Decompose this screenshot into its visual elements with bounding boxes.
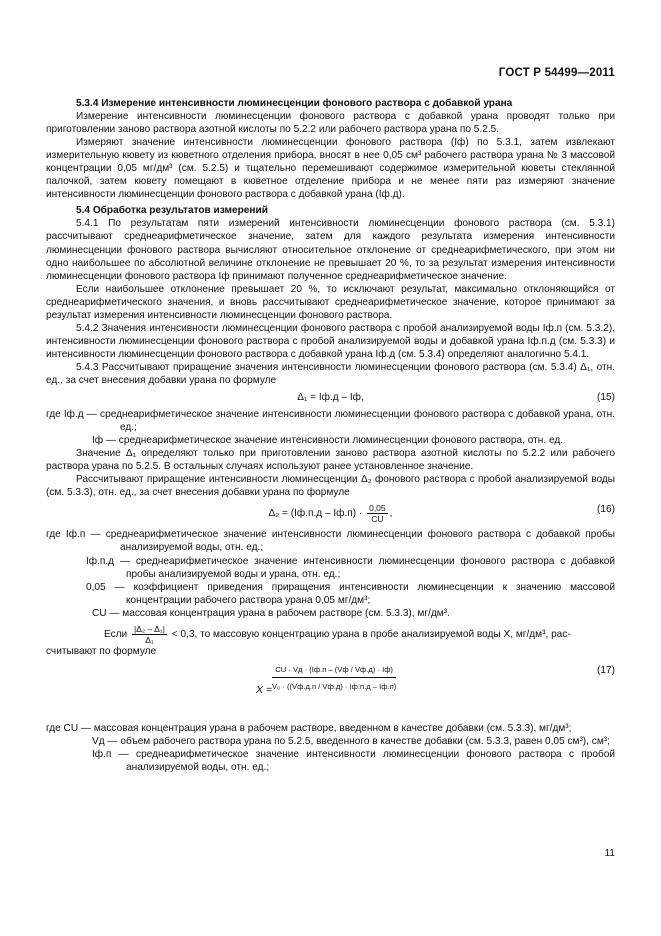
formula-17 <box>46 664 615 716</box>
fraction-denominator: CU <box>371 514 384 525</box>
fraction-denominator: V₀ · ((Vф.д.п / Vф.д) · Iф.п.д – Iф.п) <box>272 681 397 691</box>
formula-17-lhs: X = <box>256 683 273 696</box>
paragraph-5-4-2: 5.4.2 Значения интенсивности люминесценции фонового раствора с пробой анализируемой воды Iф.п (см. 5.3.2), интенсивности люминесценции фонового раствора с пробой анализируемой воды и добавкой урана Iф.п.д (см. 5.3.3) и интенсивности люминесценции фонового раствора с добавкой урана Iф.д (см. 5.3.4) определяют аналогично 5.4.1. <box>46 322 615 360</box>
definition-item: Iф.п.д — среднеарифметическое значение интенсивности люминесценции фонового раствора с добавкой пробы анализируемой воды и урана, отн. ед.; <box>86 555 615 580</box>
formula-17-fraction <box>272 664 396 692</box>
formula-15 <box>46 391 615 404</box>
document-body <box>46 95 615 774</box>
condition-if: Если <box>104 628 128 640</box>
paragraph-5-4-1: 5.4.1 По результатам пяти измерений интенсивности люминесценции фонового раствора (см. 5.3.1) рассчитывают среднеарифметическое значение, затем для каждого результата измерения интенсивности люминесценции фонового раствора вычисляют относительное отклонение от среднеарифметического, при этом ни одно наибольшее по абсолютной величине отклонение не превышает 20 %, то за результат измерения интенсивности люминесценции фонового раствора Iф принимают полученное среднеарифметическое значение. <box>46 218 615 282</box>
standard-header: ГОСТ Р 54499—2011 <box>498 67 615 79</box>
paragraph: считывают по формуле <box>46 645 157 657</box>
definition-item: 0,05 — коэффициент приведения приращения интенсивности люминесценции к значению массовой концентрации рабочего раствора урана 0,05 мг/дм³; <box>86 581 615 606</box>
condition-text: < 0,3, то массовую концентрацию урана в пробе анализируемой воды X, мг/дм³, рас- <box>171 628 571 640</box>
section-heading-5-3-4: 5.3.4 Измерение интенсивности люминесценции фонового раствора с добавкой урана <box>76 98 513 109</box>
page-number: 11 <box>604 848 615 859</box>
formula-16 <box>46 503 615 524</box>
paragraph: Рассчитывают приращение интенсивности люминесценции Δ₂ фонового раствора с пробой анализируемой воды (см. 5.3.3), отн. ед., за счет внесения добавки урана по формуле <box>46 474 615 499</box>
formula-number: (17) <box>597 664 615 676</box>
condition-fraction <box>132 624 167 645</box>
fraction-numerator: CU · Vд · (Iф.п – (Vф / Vф.д) · Iф) <box>272 664 396 678</box>
section-heading-5-4: 5.4 Обработка результатов измерений <box>76 205 268 217</box>
paragraph-note: Значение Δ₁ определяют только при приготовлении заново раствора азотной кислоты по 5.2.2 или рабочего раствора урана по 5.2.5. В остальных случаях используют ранее установленное значение. <box>46 448 615 473</box>
formula-number: (15) <box>597 392 615 404</box>
definition-item: Vд — объем рабочего раствора урана по 5.2.5, введенного в качестве добавки (см. 5.3.3, равен 0,05 см³), см³; <box>92 735 610 747</box>
definition-item: CU — массовая концентрация урана в рабочем растворе (см. 5.3.3), мг/дм³. <box>92 607 450 619</box>
definition-item: где Iф.д — среднеарифметическое значение интенсивности люминесценции фонового раствора с добавкой урана, отн. ед.; <box>46 409 615 434</box>
paragraph: Измеряют значение интенсивности люминесценции фонового раствора (Iф) по 5.3.1, затем извлекают измерительную кювету из кюветного отделения прибора, вносят в нее 0,05 см³ рабочего раствора урана № 3 массовой концентрации 0,05 мг/дм³ (см. 5.2.5) и тщательно перемешивают содержимое измерительной кюветы стеклянной палочкой, затем кювету помещают в кюветное отделение прибора и не менее пяти раз измеряют значение интенсивности люминесценции фонового раствора с добавкой урана (Iф.д). <box>46 137 615 201</box>
paragraph: Измерение интенсивности люминесценции фонового раствора с добавкой урана проводят только при приготовлении заново раствора азотной кислоты по 5.2.2 или рабочего раствора урана по 5.2.5. <box>46 111 615 136</box>
definition-item: Iф.п — среднеарифметическое значение интенсивности люминесценции фонового раствора с пробой анализируемой воды, отн. ед.; <box>92 748 615 773</box>
formula-15-expression: Δ₁ = Iф.д – Iф, <box>297 392 364 404</box>
formula-16-expression: Δ₂ = (Iф.п.д – Iф.п) · <box>268 508 363 520</box>
definition-item: где Iф.п — среднеарифметическое значение интенсивности люминесценции фонового раствора с добавкой пробы анализируемой воды, отн. ед.; <box>46 529 615 554</box>
formula-16-fraction <box>367 503 388 524</box>
formula-16-tail: , <box>389 508 393 520</box>
definition-item: где CU — массовая концентрация урана в рабочем растворе, введенном в качестве добавки (см. 5.3.3), мг/дм³; <box>46 722 572 734</box>
fraction-denominator: Δ₁ <box>145 634 154 645</box>
fraction-numerator: 0,05 <box>369 503 386 514</box>
condition-line <box>104 624 615 645</box>
definition-item: Iф — среднеарифметическое значение интенсивности люминесценции фонового раствора, отн. ед. <box>92 435 564 447</box>
fraction-numerator: |Δ₂ – Δ₁| <box>134 623 165 634</box>
paragraph-5-4-3: 5.4.3 Рассчитывают приращение значения интенсивности люминесценции фонового раствора (см. 5.3.4) Δ₁, отн. ед., за счет внесения добавки урана по формуле <box>46 361 615 386</box>
paragraph: Если наибольшее отклонение превышает 20 %, то исключают результат, максимально отклоняющийся от среднеарифметического значения, и вновь рассчитывают среднеарифметическое значение, которое принимают за результат измерения интенсивности люминесценции фонового раствора. <box>46 283 615 321</box>
formula-number: (16) <box>597 504 615 516</box>
